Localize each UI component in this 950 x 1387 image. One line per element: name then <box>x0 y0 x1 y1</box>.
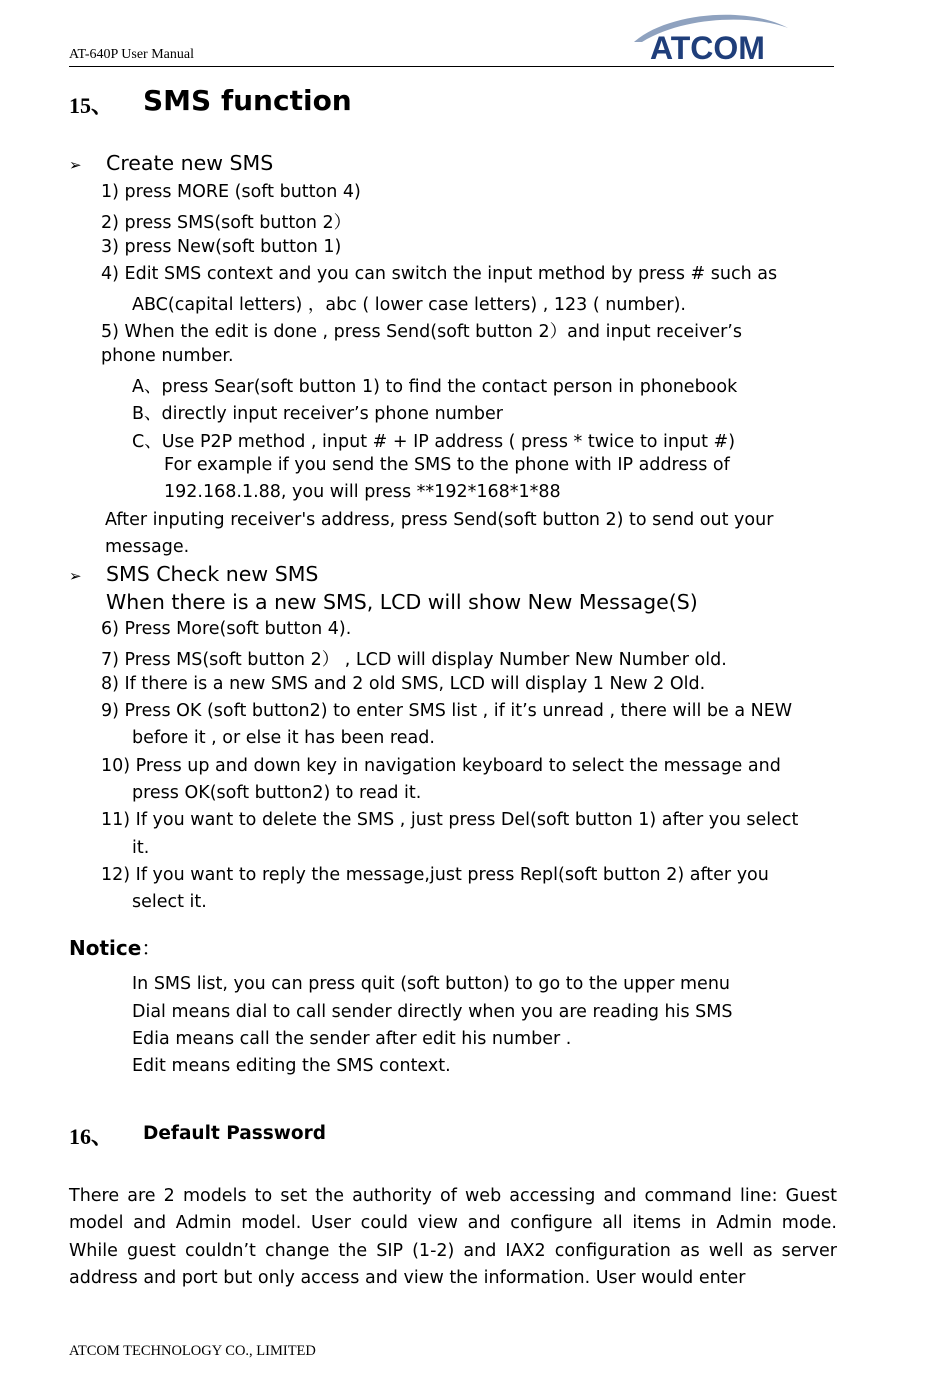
notice-line: Dial means dial to call sender directly when you are reading his SMS <box>132 1002 733 1022</box>
header-title: AT-640P User Manual <box>69 47 194 62</box>
check-step: 8) If there is a new SMS and 2 old SMS, LCD will display 1 New 2 Old. <box>101 674 706 694</box>
atcom-logo <box>628 8 794 66</box>
notice-line: Edit means editing the SMS context. <box>132 1056 451 1076</box>
send-instruction: After inputing receiver's address, press Send(soft button 2) to send out your <box>105 510 774 530</box>
create-step: 2) press SMS(soft button 2） <box>101 213 352 233</box>
section-16-number: 16、 <box>69 1124 114 1149</box>
check-step: 6) Press More(soft button 4). <box>101 619 352 639</box>
section-16-title: Default Password <box>143 1123 326 1144</box>
send-instruction: message. <box>105 537 190 557</box>
notice-colon: ： <box>141 936 162 960</box>
check-step: 11) If you want to delete the SMS , just press Del(soft button 1) after you select <box>101 810 799 830</box>
receiver-option: B、directly input receiver’s phone number <box>132 404 503 424</box>
footer-company: ATCOM TECHNOLOGY CO., LIMITED <box>69 1343 316 1359</box>
check-sms-heading: SMS Check new SMS <box>106 562 319 586</box>
notice-label: Notice <box>69 936 142 960</box>
create-sms-heading: Create new SMS <box>106 151 274 175</box>
create-step-continuation: phone number. <box>101 346 234 366</box>
notice-line: In SMS list, you can press quit (soft button) to go to the upper menu <box>132 974 730 994</box>
notice-heading <box>69 932 161 961</box>
create-step: 5) When the edit is done , press Send(soft button 2）and input receiver’s <box>101 322 742 342</box>
logo-text: ATCOM <box>650 30 765 66</box>
check-step-continuation: select it. <box>132 892 207 912</box>
check-step-continuation: it. <box>132 838 150 858</box>
receiver-option-example: For example if you send the SMS to the phone with IP address of <box>164 455 730 475</box>
create-step: 4) Edit SMS context and you can switch the input method by press # such as <box>101 264 778 284</box>
check-step-continuation: before it , or else it has been read. <box>132 728 435 748</box>
check-step: 10) Press up and down key in navigation keyboard to select the message and <box>101 756 781 776</box>
receiver-option: A、press Sear(soft button 1) to find the contact person in phonebook <box>132 377 738 397</box>
section-15-number: 15、 <box>69 93 114 118</box>
check-step-continuation: press OK(soft button2) to read it. <box>132 783 422 803</box>
notice-line: Edia means call the sender after edit his number . <box>132 1029 572 1049</box>
section-16-paragraph: There are 2 models to set the authority of web accessing and command line: Guest model and Admin model. User could view and configure all items in Admin mode. While guest couldn’t change the SIP (1-2) and IAX2 configuration as well as server address and port but only access and view the information. User would enter <box>69 1186 837 1288</box>
create-step: 1) press MORE (soft button 4) <box>101 182 361 202</box>
create-step-continuation: ABC(capital letters) ，abc ( lower case letters) , 123 ( number). <box>132 295 686 315</box>
check-step: 9) Press OK (soft button2) to enter SMS list , if it’s unread , there will be a NEW <box>101 701 793 721</box>
section-15-title: SMS function <box>143 84 352 117</box>
receiver-option-example: 192.168.1.88, you will press **192*168*1*88 <box>164 482 561 502</box>
receiver-option: C、Use P2P method , input # + IP address ( press * twice to input #) <box>132 432 736 452</box>
arrow-bullet-icon: ➢ <box>69 156 82 174</box>
check-step: 12) If you want to reply the message,just press Repl(soft button 2) after you <box>101 865 769 885</box>
header-divider <box>69 66 834 67</box>
check-sms-subheading: When there is a new SMS, LCD will show New Message(S) <box>106 590 698 614</box>
check-step: 7) Press MS(soft button 2） , LCD will display Number New Number old. <box>101 650 727 670</box>
create-step: 3) press New(soft button 1) <box>101 237 342 257</box>
arrow-bullet-icon: ➢ <box>69 567 82 585</box>
